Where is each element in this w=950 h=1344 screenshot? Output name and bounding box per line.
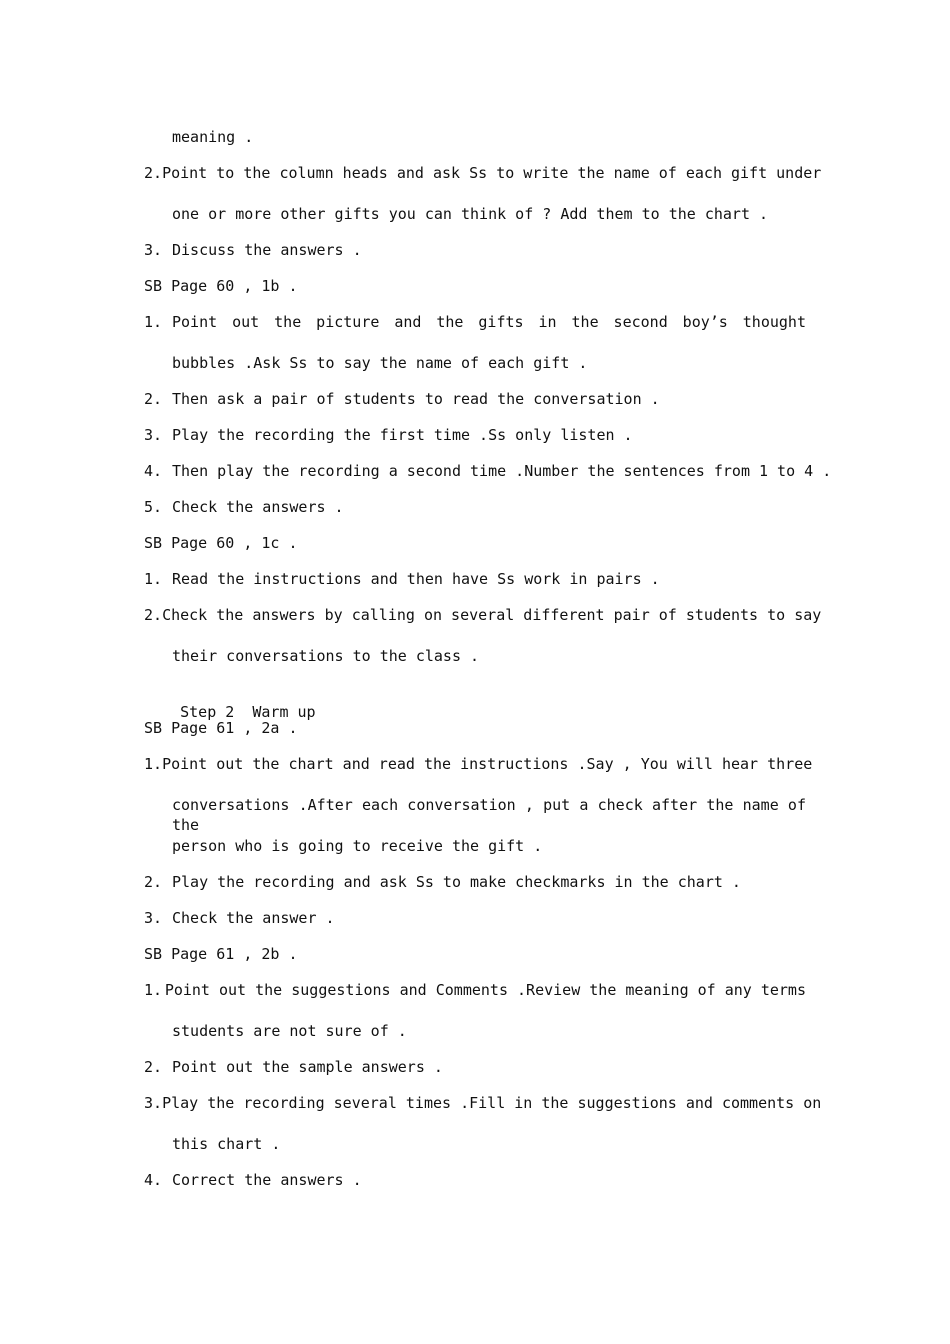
list-item-text: Correct the answers . (172, 1171, 362, 1189)
list-item-text: Read the instructions and then have Ss work in pairs . (172, 570, 660, 588)
list-number: 3. (144, 426, 163, 444)
list-item-text: Play the recording several times .Fill in the suggestions and comments on (162, 1094, 822, 1112)
list-number: 5. (144, 498, 163, 516)
list-number: 1. (144, 570, 163, 588)
list-item (144, 1170, 806, 1190)
text-line (172, 127, 806, 147)
list-item (144, 980, 806, 1000)
list-number: 1. (144, 755, 163, 773)
text-line (172, 795, 806, 835)
list-number: 3. (144, 241, 163, 259)
list-item-text: Point out the sample answers . (172, 1058, 443, 1076)
list-item-text: Point out the picture and the gifts in the second boy’s thought (172, 313, 806, 331)
list-item-text: Check the answer . (172, 909, 335, 927)
text-line (172, 836, 806, 856)
list-number: 2. (144, 1058, 163, 1076)
section-heading (144, 944, 806, 964)
list-number: 2. (144, 606, 163, 624)
list-number: 1. (144, 981, 163, 999)
section-heading-text: SB Page 61 , 2a . (144, 719, 298, 737)
line-text: bubbles .Ask Ss to say the name of each gift . (172, 354, 588, 372)
line-text: their conversations to the class . (172, 647, 480, 665)
line-text: person who is going to receive the gift . (172, 837, 543, 855)
list-item (144, 240, 806, 260)
list-item (144, 425, 806, 445)
list-item-text: Point to the column heads and ask Ss to write the name of each gift under (162, 164, 822, 182)
text-line (172, 1021, 806, 1041)
list-number: 2. (144, 164, 163, 182)
list-number: 2. (144, 390, 163, 408)
list-number: 2. (144, 873, 163, 891)
list-item-text: Check the answers by calling on several different pair of students to say (162, 606, 822, 624)
section-heading-text: SB Page 60 , 1c . (144, 534, 298, 552)
list-number: 4. (144, 462, 163, 480)
list-item-text: Play the recording the first time .Ss only listen . (172, 426, 633, 444)
list-item (144, 605, 822, 625)
line-text: one or more other gifts you can think of ? Add them to the chart . (172, 205, 769, 223)
list-item (144, 497, 806, 517)
section-heading (144, 533, 806, 553)
list-item (144, 1057, 806, 1077)
list-item-text: Discuss the answers . (172, 241, 362, 259)
step-heading-text: Step 2 Warm up (180, 703, 316, 721)
list-item (144, 754, 813, 774)
list-item (144, 312, 806, 332)
line-text: meaning . (172, 128, 254, 146)
text-line (172, 1134, 806, 1154)
text-line (172, 646, 806, 666)
list-item (144, 908, 806, 928)
list-item (144, 461, 832, 481)
section-heading-text: SB Page 61 , 2b . (144, 945, 298, 963)
text-line (172, 204, 806, 224)
list-number: 1. (144, 313, 163, 331)
list-number: 3. (144, 909, 163, 927)
list-item-text: Play the recording and ask Ss to make checkmarks in the chart . (172, 873, 741, 891)
section-heading (144, 718, 806, 738)
list-item (144, 1093, 822, 1113)
line-text: students are not sure of . (172, 1022, 407, 1040)
list-item (144, 569, 806, 589)
list-item-text: Then play the recording a second time .Number the sentences from 1 to 4 . (172, 462, 832, 480)
list-number: 4. (144, 1171, 163, 1189)
list-number: 3. (144, 1094, 163, 1112)
list-item (144, 872, 806, 892)
list-item-text: Point out the chart and read the instructions .Say , You will hear three (162, 755, 813, 773)
section-heading-text: SB Page 60 , 1b . (144, 277, 298, 295)
line-text: this chart . (172, 1135, 281, 1153)
list-item (144, 389, 806, 409)
list-item-text: Check the answers . (172, 498, 344, 516)
section-heading (144, 276, 806, 296)
line-text: conversations .After each conversation , put a check after the name of the (172, 796, 806, 834)
list-item-text: Then ask a pair of students to read the conversation . (172, 390, 660, 408)
list-item (144, 163, 822, 183)
list-item-text: Point out the suggestions and Comments .Review the meaning of any terms (164, 981, 806, 999)
text-line (172, 353, 806, 373)
